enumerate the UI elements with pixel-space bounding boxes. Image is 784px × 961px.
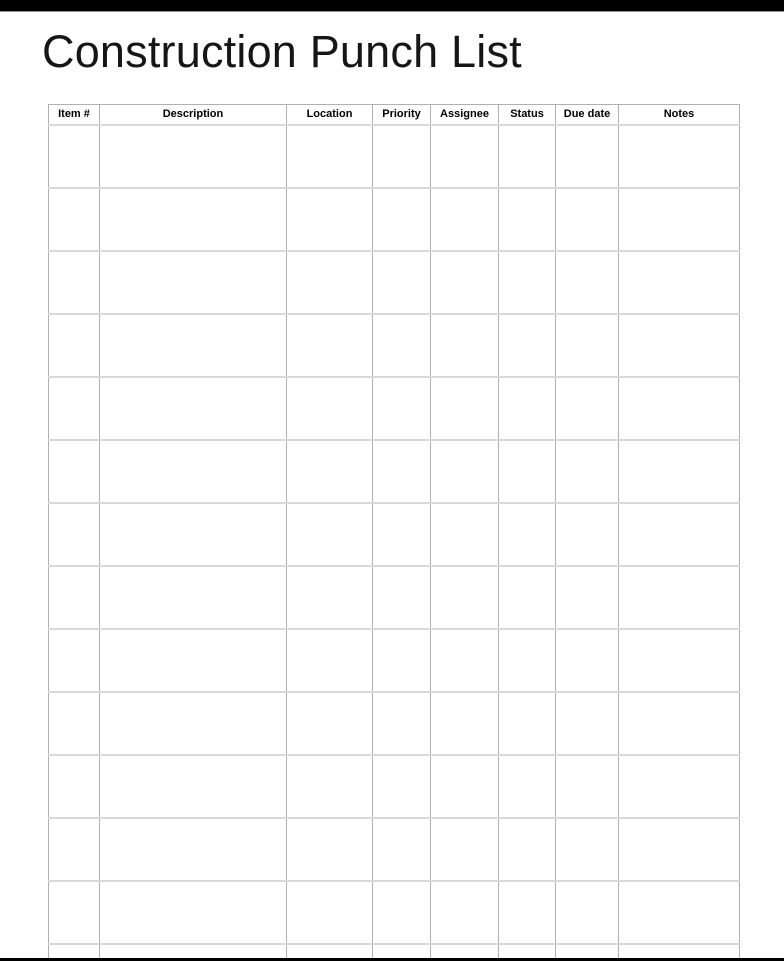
table-header-row [49,105,740,126]
table-cell [499,188,556,251]
table-cell [373,818,431,881]
table-cell [287,566,373,629]
table-cell [431,125,499,188]
table-cell [499,566,556,629]
column-header-due-date: Due date [556,105,619,126]
column-header-description: Description [100,105,287,126]
table-cell [373,629,431,692]
table-row [49,314,740,377]
table-row [49,440,740,503]
table-cell [619,251,740,314]
table-cell [556,377,619,440]
table-cell [619,881,740,944]
table-cell [49,440,100,503]
table-cell [431,314,499,377]
table-cell [619,188,740,251]
table-cell [556,251,619,314]
table-cell [556,755,619,818]
table-cell [431,251,499,314]
table-cell [373,566,431,629]
column-header-location: Location [287,105,373,126]
table-cell [49,188,100,251]
table-cell [373,440,431,503]
table-cell [619,377,740,440]
table-cell [499,125,556,188]
table-cell [287,440,373,503]
table-cell [287,377,373,440]
table-cell [499,881,556,944]
table-cell [100,377,287,440]
table-cell [431,377,499,440]
table-cell [49,755,100,818]
table-cell [619,503,740,566]
table-cell [556,566,619,629]
table-cell [100,125,287,188]
table-cell [100,629,287,692]
table-cell [49,503,100,566]
table-cell [287,629,373,692]
table-cell [556,629,619,692]
column-header-item: Item # [49,105,100,126]
table-row [49,755,740,818]
punch-list-table [48,104,740,961]
table-cell [287,251,373,314]
table-cell [100,503,287,566]
table-row [49,377,740,440]
table-row [49,188,740,251]
table-cell [431,188,499,251]
table-cell [287,503,373,566]
table-cell [100,881,287,944]
table-cell [373,188,431,251]
table-cell [373,503,431,566]
table-cell [49,377,100,440]
table-cell [499,314,556,377]
table-cell [556,503,619,566]
table-cell [431,629,499,692]
table-cell [49,314,100,377]
table-cell [431,692,499,755]
table-cell [373,377,431,440]
table-cell [49,251,100,314]
table-row [49,629,740,692]
table-cell [556,314,619,377]
document-page [0,12,784,958]
table-cell [49,692,100,755]
table-cell [49,566,100,629]
table-cell [100,188,287,251]
table-cell [619,818,740,881]
table-cell [373,755,431,818]
table-cell [619,629,740,692]
table-cell [373,692,431,755]
table-cell [619,755,740,818]
table-cell [556,188,619,251]
table-cell [100,314,287,377]
table-cell [287,881,373,944]
table-cell [499,377,556,440]
column-header-assignee: Assignee [431,105,499,126]
table-cell [619,566,740,629]
table-cell [499,692,556,755]
table-cell [431,755,499,818]
table-cell [499,755,556,818]
table-row [49,566,740,629]
table-cell [556,692,619,755]
table-cell [287,692,373,755]
table-row [49,818,740,881]
column-header-notes: Notes [619,105,740,126]
table-row [49,503,740,566]
table-cell [49,629,100,692]
page-title: Construction Punch List [42,26,522,77]
table-cell [499,251,556,314]
table-cell [431,503,499,566]
table-cell [373,125,431,188]
table-cell [100,566,287,629]
table-row [49,251,740,314]
table-cell [373,881,431,944]
table-cell [431,566,499,629]
table-cell [100,692,287,755]
table-cell [499,440,556,503]
table-cell [49,818,100,881]
table-row [49,881,740,944]
table-cell [619,314,740,377]
table-cell [556,818,619,881]
table-cell [287,314,373,377]
table-cell [431,881,499,944]
table-cell [431,440,499,503]
column-header-status: Status [499,105,556,126]
table-cell [499,629,556,692]
table-cell [499,818,556,881]
table-cell [100,818,287,881]
table-row [49,125,740,188]
table-cell [619,440,740,503]
table-cell [619,692,740,755]
column-header-priority: Priority [373,105,431,126]
table-cell [287,755,373,818]
table-cell [499,503,556,566]
table-cell [287,125,373,188]
table-cell [431,818,499,881]
table-body [49,125,740,961]
table-cell [49,881,100,944]
table-cell [100,440,287,503]
table-cell [100,755,287,818]
table-cell [373,251,431,314]
letterbox-top [0,0,784,12]
table-cell [287,818,373,881]
table-cell [556,881,619,944]
table-cell [556,125,619,188]
table-cell [49,125,100,188]
table-cell [100,251,287,314]
table-cell [619,125,740,188]
table-cell [556,440,619,503]
table-cell [373,314,431,377]
table-row [49,692,740,755]
table-cell [287,188,373,251]
